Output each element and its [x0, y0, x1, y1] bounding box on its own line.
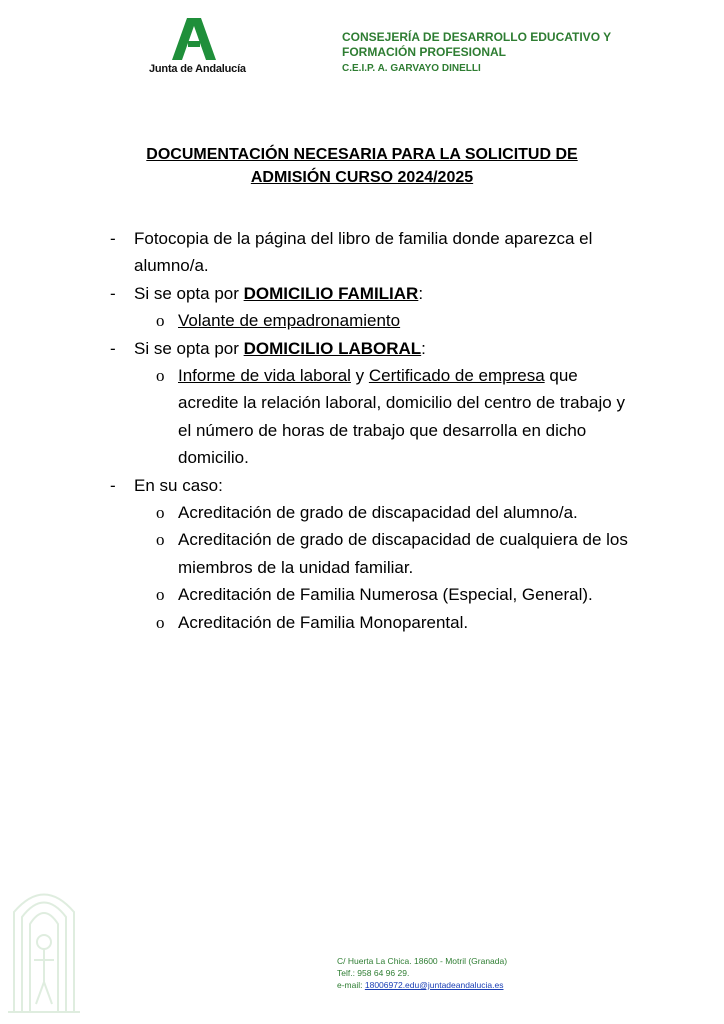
- org-line-2: FORMACIÓN PROFESIONAL: [342, 45, 506, 59]
- title-line-2: ADMISIÓN CURSO 2024/2025: [250, 169, 474, 186]
- title-line-1: DOCUMENTACIÓN NECESARIA PARA LA SOLICITUD DE: [146, 146, 578, 163]
- sub-item-text: Acreditación de grado de discapacidad de cualquiera de los miembros de la unidad familiar.: [178, 530, 628, 577]
- circle-bullet: o: [156, 585, 165, 605]
- sub-item-text: que acredite la relación laboral, domicilio del centro de trabajo y el número de horas de trabajo que desarrolla en dicho domicilio.: [178, 366, 625, 468]
- item-suffix: :: [421, 338, 426, 358]
- sub-item: [110, 526, 630, 581]
- sub-item-text: Volante de empadronamiento: [178, 311, 401, 331]
- dash-bullet: -: [110, 283, 116, 303]
- sub-item: [110, 581, 630, 608]
- circle-bullet: o: [156, 530, 165, 550]
- domicilio-familiar: DOMICILIO FAMILIAR: [243, 283, 419, 303]
- footer-address: C/ Huerta La Chica. 18600 - Motril (Granada): [337, 956, 508, 966]
- list-item: [110, 335, 630, 362]
- org-line-1: CONSEJERÍA DE DESARROLLO EDUCATIVO Y: [342, 30, 612, 44]
- email-label: e-mail:: [337, 980, 365, 990]
- list-item: [110, 280, 630, 307]
- item-text: En su caso:: [134, 475, 223, 495]
- connector: y: [350, 366, 369, 386]
- sub-item: [110, 362, 630, 472]
- org-header: [342, 30, 642, 76]
- informe-vida-laboral: Informe de vida laboral: [178, 366, 351, 386]
- list-item: [110, 225, 630, 280]
- item-suffix: :: [418, 283, 424, 303]
- dash-bullet: -: [110, 475, 116, 495]
- footer: [337, 955, 507, 991]
- document-title: [100, 143, 624, 189]
- list-item: [110, 472, 630, 499]
- sub-item: [110, 609, 630, 636]
- circle-bullet: o: [156, 612, 165, 632]
- email-link[interactable]: 18006972.edu@juntadeandalucia.es: [364, 980, 504, 990]
- junta-logo: [145, 18, 245, 80]
- footer-email-line: [337, 979, 507, 991]
- item-text: Fotocopia de la página del libro de familia donde aparezca el alumno/a.: [134, 229, 593, 276]
- circle-bullet: o: [156, 311, 165, 331]
- item-prefix: Si se opta por: [134, 283, 244, 303]
- sub-item: [110, 307, 630, 334]
- footer-phone: Telf.: 958 64 96 29.: [337, 968, 410, 978]
- domicilio-laboral: DOMICILIO LABORAL: [243, 338, 422, 358]
- sub-item-text: Acreditación de Familia Numerosa (Especial, General).: [178, 585, 593, 605]
- logo-text: Junta de Andalucía: [149, 63, 246, 75]
- school-name: C.E.I.P. A. GARVAYO DINELLI: [342, 63, 481, 74]
- sub-item-text: Acreditación de Familia Monoparental.: [178, 612, 469, 632]
- circle-bullet: o: [156, 503, 165, 523]
- junta-logo-icon: [172, 18, 216, 60]
- dash-bullet: -: [110, 229, 116, 248]
- sub-item: [110, 499, 630, 526]
- certificado-empresa: Certificado de empresa: [368, 366, 545, 386]
- sub-item-text: Acreditación de grado de discapacidad del alumno/a.: [178, 503, 578, 523]
- document-body: [110, 225, 630, 636]
- item-prefix: Si se opta por: [134, 338, 244, 358]
- circle-bullet: o: [156, 366, 165, 386]
- andalucia-seal-watermark: [4, 872, 84, 1018]
- dash-bullet: -: [110, 338, 116, 358]
